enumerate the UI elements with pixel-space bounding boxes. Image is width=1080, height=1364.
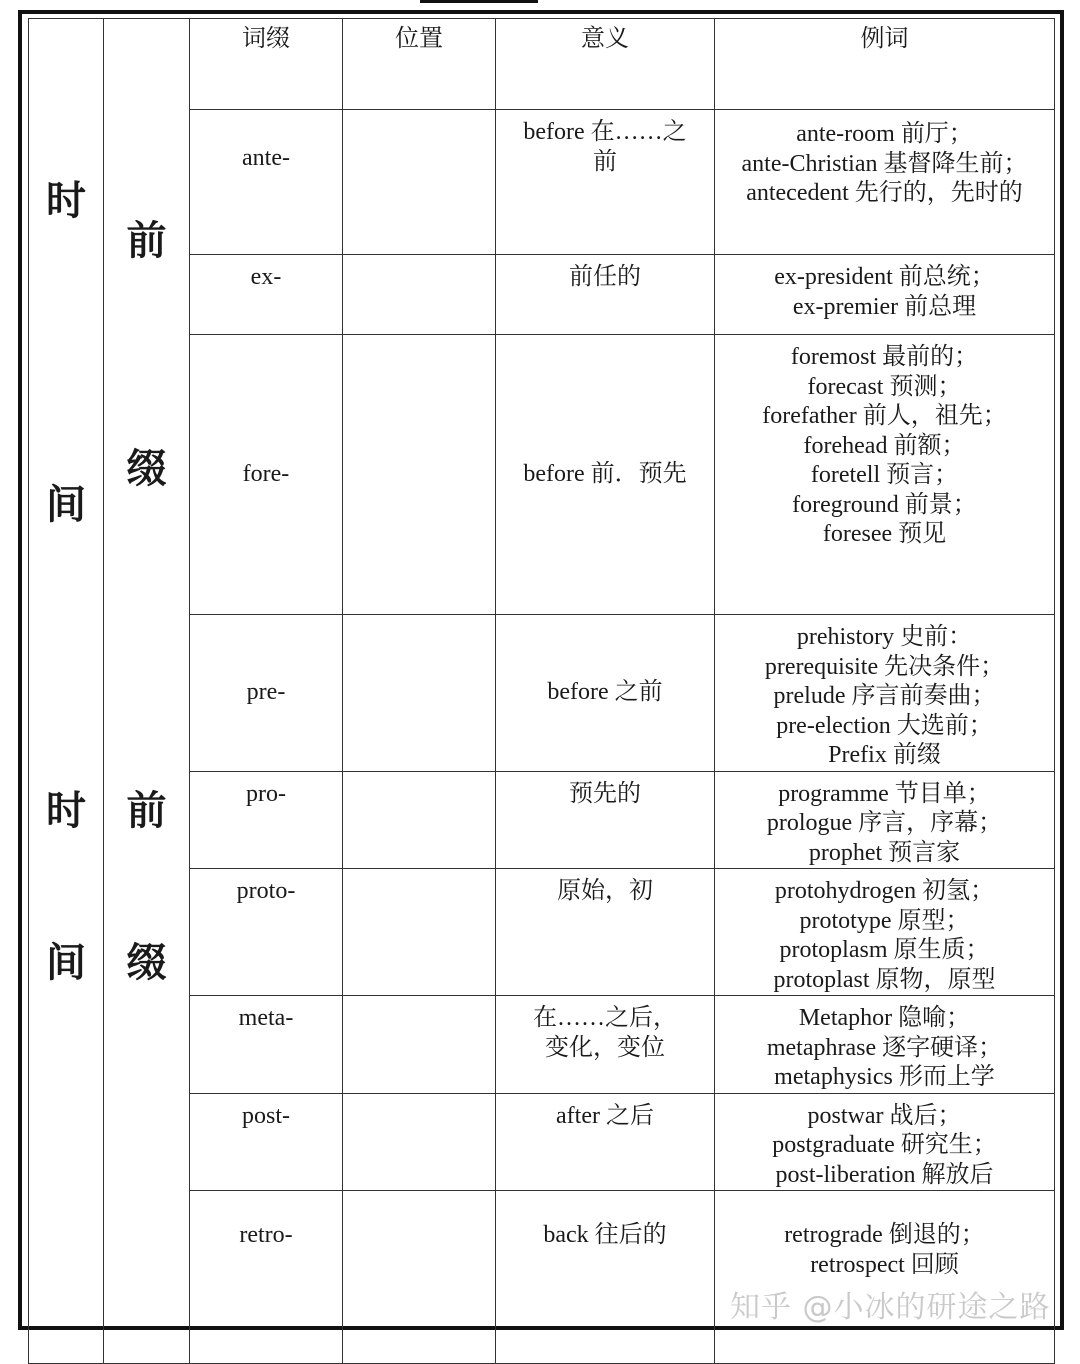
meaning-line: 原始，初 [557, 878, 653, 904]
example-word: protoplast 原物，原型 [773, 966, 996, 993]
position-cell [343, 1093, 496, 1191]
meaning-cell [496, 335, 715, 615]
meaning-line: back 往后的 [543, 1222, 667, 1248]
example-word: antecedent 先行的，先时的 [746, 180, 1023, 206]
examples-cell [715, 996, 1055, 1094]
meaning-line: before 在……之 [523, 119, 687, 145]
category-char: 前 [126, 218, 167, 264]
example-word: forehead 前额； [803, 432, 966, 459]
example-word: prototype 原型； [799, 907, 970, 934]
example-word: prelude 序言前奏曲； [773, 683, 996, 709]
position-cell [343, 255, 496, 335]
examples-cell [715, 335, 1055, 615]
position-cell [343, 869, 496, 996]
example-word: Metaphor 隐喻； [798, 1005, 971, 1031]
meaning-cell [496, 771, 715, 869]
example-word: protoplasm 原生质； [779, 937, 990, 963]
example-word: prehistory 史前： [796, 624, 973, 650]
meaning-cell [496, 615, 715, 772]
position-cell [343, 615, 496, 772]
affix-cell: meta- [190, 996, 343, 1094]
meaning-line: 预先的 [569, 780, 641, 807]
header-affix: 词缀 [190, 19, 343, 110]
examples-cell [715, 110, 1055, 255]
example-word: ex-premier 前总理 [792, 293, 977, 320]
example-word: forefather 前人，祖先； [762, 403, 1007, 429]
example-word: retrograde 倒退的； [784, 1222, 985, 1248]
meaning-line: 变化，变位 [545, 1034, 665, 1061]
example-word: forecast 预测； [807, 373, 962, 400]
top-decoration-line [420, 0, 538, 3]
category-column-prefix [104, 19, 190, 1364]
category-char: 时 [46, 788, 86, 834]
header-position: 位置 [343, 19, 496, 110]
category-char: 时 [46, 178, 86, 224]
example-word: ex-president 前总统； [774, 264, 995, 290]
category-char: 间 [46, 482, 86, 528]
meaning-cell [496, 1093, 715, 1191]
meaning-line: after 之后 [556, 1102, 654, 1129]
example-word: prerequisite 先决条件； [764, 653, 1005, 680]
example-word: prologue 序言，序幕； [766, 810, 1003, 836]
meaning-line: before 之前 [547, 679, 663, 705]
example-word: postwar 战后； [807, 1102, 962, 1129]
category-char: 前 [126, 788, 167, 834]
affix-cell: ante- [190, 110, 343, 255]
affix-cell: pre- [190, 615, 343, 772]
meaning-line: before 前．预先 [523, 460, 687, 487]
example-word: ante-Christian 基督降生前； [741, 150, 1028, 177]
meaning-line: 前 [593, 148, 617, 175]
examples-cell [715, 615, 1055, 772]
examples-cell [715, 869, 1055, 996]
watermark: 知乎 @小冰的研途之路 [730, 1290, 1051, 1325]
affix-cell: ex- [190, 255, 343, 335]
example-word: retrospect 回顾 [810, 1251, 959, 1278]
example-word: programme 节目单； [778, 780, 991, 807]
example-word: foresee 预见 [822, 521, 947, 547]
meaning-line: 前任的 [569, 264, 641, 290]
example-word: postgraduate 研究生； [772, 1132, 997, 1158]
header-examples: 例词 [715, 19, 1055, 110]
position-cell [343, 335, 496, 615]
meaning-cell [496, 255, 715, 335]
example-word: metaphrase 逐字硬译； [766, 1034, 1003, 1061]
example-word: post-liberation 解放后 [775, 1161, 994, 1188]
example-word: protohydrogen 初氢； [774, 878, 995, 904]
position-cell [343, 110, 496, 255]
header-row [29, 19, 1055, 110]
example-word: prophet 预言家 [808, 839, 961, 866]
example-word: Prefix 前缀 [828, 742, 941, 768]
meaning-cell [496, 1191, 715, 1364]
examples-cell [715, 1093, 1055, 1191]
example-word: ante-room 前厅； [796, 121, 973, 147]
affix-cell: post- [190, 1093, 343, 1191]
example-word: metaphysics 形而上学 [774, 1064, 995, 1090]
meaning-cell [496, 996, 715, 1094]
category-column-time [29, 19, 104, 1364]
examples-cell [715, 255, 1055, 335]
examples-cell [715, 771, 1055, 869]
affix-cell: retro- [190, 1191, 343, 1364]
affix-cell: proto- [190, 869, 343, 996]
position-cell [343, 996, 496, 1094]
meaning-cell [496, 869, 715, 996]
category-char: 缀 [126, 940, 167, 986]
affix-cell: pro- [190, 771, 343, 869]
prefix-table [28, 18, 1055, 1364]
position-cell [343, 1191, 496, 1364]
category-char: 缀 [126, 446, 167, 492]
meaning-cell [496, 110, 715, 255]
affix-cell: fore- [190, 335, 343, 615]
position-cell [343, 771, 496, 869]
example-word: foreground 前景； [792, 491, 977, 518]
category-char: 间 [46, 940, 86, 986]
examples-cell [715, 1191, 1055, 1364]
header-meaning: 意义 [496, 19, 715, 110]
example-word: foretell 预言； [810, 462, 959, 488]
meaning-line: 在……之后， [533, 1005, 677, 1031]
example-word: pre-election 大选前； [776, 712, 993, 739]
example-word: foremost 最前的； [790, 344, 979, 370]
